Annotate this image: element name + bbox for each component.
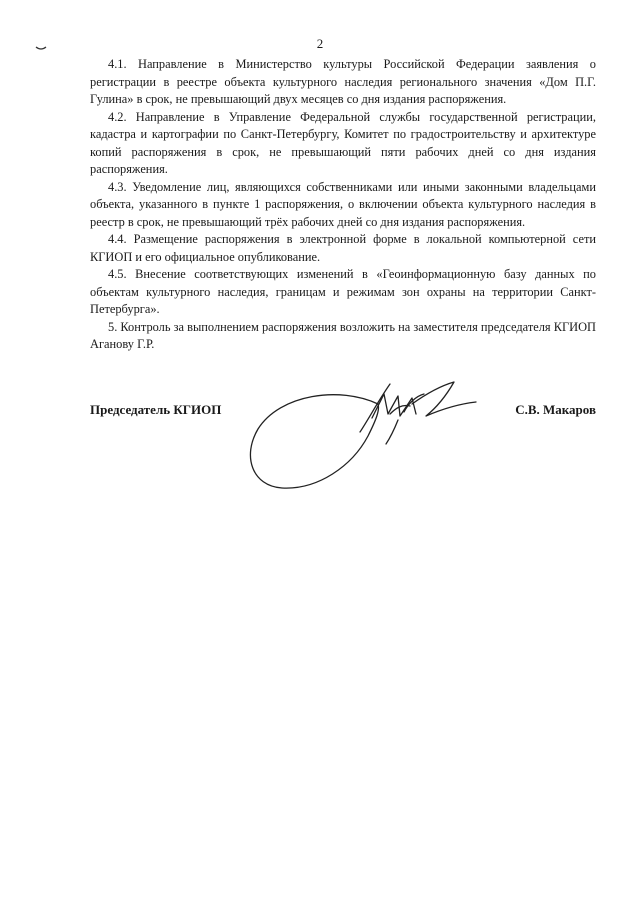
handwritten-signature: [240, 374, 500, 494]
signatory-name: С.В. Макаров: [515, 402, 596, 417]
signature-block: [90, 374, 596, 494]
paragraph-4-4: 4.4. Размещение распоряжения в электронной форме в локальной компьютерной сети КГИОП и его официальное опубликование.: [90, 232, 596, 264]
paragraph-4-3: 4.3. Уведомление лиц, являющихся собственниками или иными законными владельцами объекта, указанного в пункте 1 распоряжения, о включении объекта культурного наследия в реестр в срок, не превышающий трёх рабочих дней со дня издания распоряжения.: [90, 179, 596, 229]
document-body: [90, 56, 596, 354]
page-number: 2: [316, 36, 324, 51]
paragraph-4-2: 4.2. Направление в Управление Федеральной службы государственной регистрации, кадастра и картографии по Санкт-Петербургу, Комитет по градостроительству и архитектуре копий распоряжения в срок, не превышающий пяти рабочих дней со дня издания распоряжения.: [90, 109, 596, 176]
signatory-title: Председатель КГИОП: [90, 402, 222, 417]
paragraph-4-5: 4.5. Внесение соответствующих изменений в «Геоинформационную базу данных по объектам культурного наследия, границам и режимам зон охраны на территории Санкт-Петербурга».: [90, 267, 596, 316]
paragraph-4-1: 4.1. Направление в Министерство культуры Российской Федерации заявления о регистрации в реестре объекта культурного наследия регионального значения «Дом П.Г. Гулина» в срок, не превышающий двух месяцев со дня издания распоряжения.: [90, 57, 596, 106]
paragraph-5: 5. Контроль за выполнением распоряжения возложить на заместителя председателя КГИОП Аганову Г.Р.: [90, 319, 596, 351]
